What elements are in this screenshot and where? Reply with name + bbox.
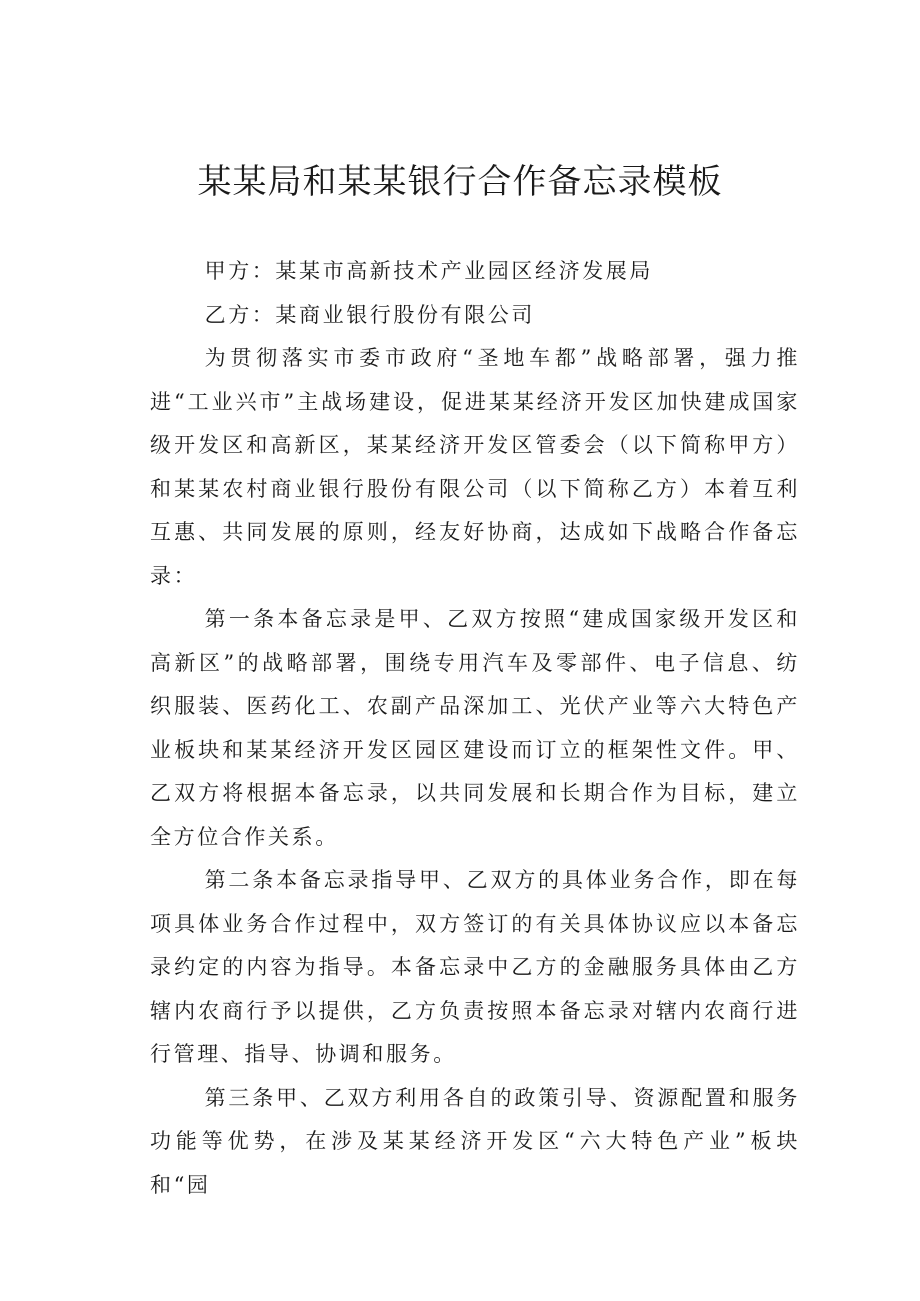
party-a-line: 甲方：某某市高新技术产业园区经济发展局 [204, 259, 653, 283]
article-2-paragraph: 第二条本备忘录指导甲、乙双方的具体业务合作，即在每项具体业务合作过程中，双方签订的有关具体协议应以本备忘录约定的内容为指导。本备忘录中乙方的金融服务具体由乙方辖内农商行予以提供，乙方负责按照本备忘录对辖内农商行进行管理、指导、协调和服务。 [150, 868, 800, 1066]
article-3-paragraph: 第三条甲、乙双方利用各自的政策引导、资源配置和服务功能等优势，在涉及某某经济开发区“六大特色产业”板块和“园 [150, 1085, 800, 1197]
document-title: 某某局和某某银行合作备忘录模板 [197, 162, 723, 202]
preamble-paragraph: 为贯彻落实市委市政府“圣地车都”战略部署，强力推进“工业兴市”主战场建设，促进某某经济开发区加快建成国家级开发区和高新区，某某经济开发区管委会（以下简称甲方）和某某农村商业银行股份有限公司（以下简称乙方）本着互利互惠、共同发展的原则，经友好协商，达成如下战略合作备忘录： [150, 346, 800, 588]
article-1-paragraph: 第一条本备忘录是甲、乙双方按照“建成国家级开发区和高新区”的战略部署，围绕专用汽车及零部件、电子信息、纺织服装、医药化工、农副产品深加工、光伏产业等六大特色产业板块和某某经济开发区园区建设而订立的框架性文件。甲、乙双方将根据本备忘录，以共同发展和长期合作为目标，建立全方位合作关系。 [150, 607, 800, 849]
party-b-line: 乙方：某商业银行股份有限公司 [204, 302, 535, 327]
document-body [150, 250, 800, 1207]
